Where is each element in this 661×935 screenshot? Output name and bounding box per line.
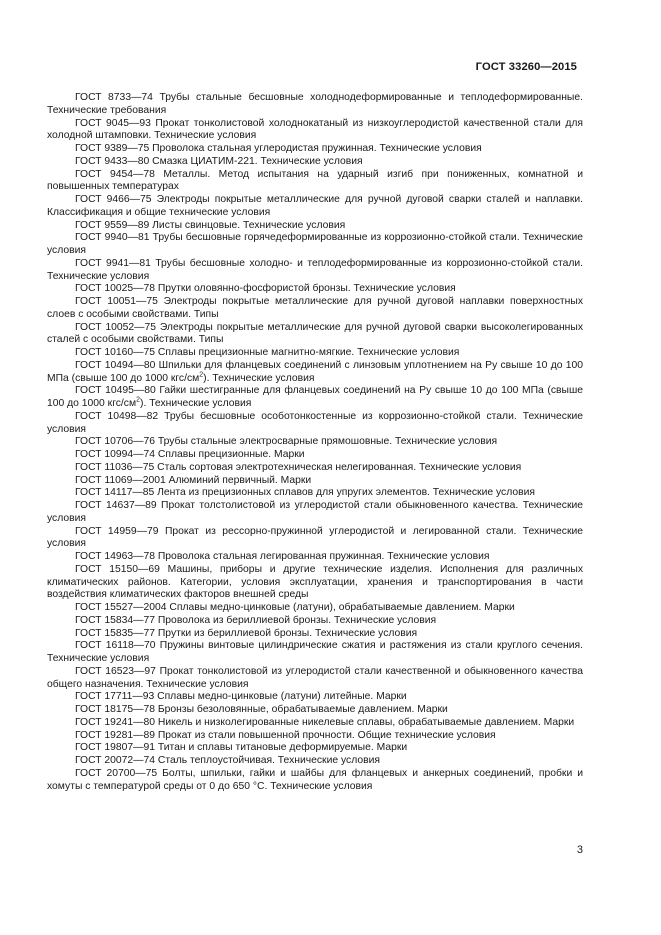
reference-entry [47, 194, 583, 220]
reference-entry [47, 768, 583, 794]
reference-code: ГОСТ 10495—80 [75, 385, 156, 397]
reference-entry [47, 92, 583, 118]
superscript: 2 [199, 371, 204, 379]
reference-code: ГОСТ 9433—80 [75, 155, 150, 167]
reference-entry [47, 143, 583, 156]
normative-references-list [47, 92, 583, 793]
reference-title: Алюминий первичный. Марки [168, 474, 312, 486]
reference-code: ГОСТ 8733—74 [75, 92, 153, 103]
reference-code: ГОСТ 15150—69 [75, 563, 160, 575]
reference-title: Трубы бесшовные горячедеформированные из коррозионно-стойкой стали. Технические условия [47, 232, 584, 256]
reference-title: Прокат тонколистовой холоднокатаный из низкоуглеродистой качественной стали для холодной штамповки. Технические условия [47, 117, 583, 142]
reference-entry [47, 755, 583, 768]
reference-code: ГОСТ 15835—77 [75, 627, 155, 639]
reference-title: Никель и низколегированные никелевые сплавы, обрабатываемые давлением. Марки [157, 716, 575, 728]
reference-title: Трубы стальные бесшовные холоднодеформированные и теплодеформированные. Технические требования [47, 92, 583, 116]
reference-entry [47, 730, 583, 743]
reference-entry [47, 118, 583, 144]
reference-title: Сплавы медно-цинковые (латуни), обрабатываемые давлением. Марки [169, 602, 515, 613]
reference-entry [47, 258, 583, 284]
reference-code: ГОСТ 9940—81 [75, 232, 150, 244]
reference-code: ГОСТ 19281—89 [75, 729, 155, 741]
reference-code: ГОСТ 10051—75 [75, 296, 158, 307]
reference-title-tail: ). Технические условия [140, 398, 252, 409]
reference-entry [47, 385, 583, 411]
reference-entry [47, 475, 583, 488]
reference-entry [47, 347, 583, 360]
reference-code: ГОСТ 16118—70 [75, 640, 156, 652]
reference-title: Шпильки для фланцевых соединений с линзовым уплотнением на Ру свыше 10 до 100 МПа (свыше 100 до 1000 кгс/см [47, 359, 583, 384]
reference-title: Сталь теплоустойчивая. Технические условия [157, 755, 380, 766]
superscript: 2 [136, 396, 140, 404]
reference-title: Проволока из бериллиевой бронзы. Технические условия [157, 614, 437, 626]
reference-entry [47, 500, 583, 526]
reference-code: ГОСТ 14637—89 [75, 500, 157, 511]
reference-title: Прокат из рессорно-пружинной углеродистой и легированной стали. Технические условия [47, 525, 584, 550]
reference-title: Прокат тонколистовой из углеродистой стали качественной и обыкновенного качества общего назначения. Технические условия [47, 665, 584, 690]
reference-entry [47, 564, 583, 602]
reference-code: ГОСТ 9941—81 [75, 257, 151, 269]
reference-code: ГОСТ 10052—75 [75, 321, 156, 333]
reference-code: ГОСТ 15834—77 [75, 614, 155, 626]
reference-entry [47, 436, 583, 449]
reference-title: Проволока стальная углеродистая пружинная. Технические условия [152, 143, 482, 154]
reference-title: Гайки шестигранные для фланцевых соединений на Ру свыше 10 до 100 МПа (свыше 100 до 1000 кгс/см [47, 385, 583, 409]
reference-title: Прутки оловянно-фосфористой бронзы. Технические условия [157, 283, 456, 295]
reference-code: ГОСТ 10498—82 [75, 410, 159, 422]
reference-code: ГОСТ 9466—75 [75, 194, 152, 205]
reference-entry [47, 232, 583, 258]
reference-code: ГОСТ 11069—2001 [75, 474, 166, 486]
reference-title: Сталь сортовая электротехническая нелегированная. Технические условия [157, 461, 522, 473]
reference-title: Бронзы безоловянные, обрабатываемые давлением. Марки [157, 704, 448, 715]
reference-code: ГОСТ 18175—78 [75, 704, 155, 715]
reference-title: Сплавы медно-цинковые (латуни) литейные. Марки [157, 691, 407, 703]
reference-entry [47, 602, 583, 615]
reference-entry [47, 628, 583, 641]
reference-title: Смазка ЦИАТИМ-221. Технические условия [152, 155, 363, 167]
reference-code: ГОСТ 14963—78 [75, 551, 155, 562]
page-number: 3 [576, 844, 583, 856]
reference-title: Проволока стальная легированная пружинная. Технические условия [157, 551, 490, 562]
reference-title: Листы свинцовые. Технические условия [152, 219, 346, 231]
reference-code: ГОСТ 16523—97 [75, 665, 156, 677]
reference-title: Электроды покрытые металлические для ручной дуговой наплавки поверхностных слоев с особыми свойствами. Типы [47, 296, 583, 320]
reference-code: ГОСТ 11036—75 [75, 461, 155, 473]
reference-code: ГОСТ 20072—74 [75, 755, 155, 766]
reference-title: Прокат из стали повышенной прочности. Общие технические условия [157, 729, 496, 741]
reference-code: ГОСТ 20700—75 [75, 767, 158, 779]
reference-entry [47, 462, 583, 475]
reference-entry [47, 296, 583, 322]
reference-title-tail: ). Технические условия [203, 372, 315, 384]
reference-code: ГОСТ 9045—93 [75, 117, 151, 129]
reference-title: Прокат толстолистовой из углеродистой стали обыкновенного качества. Технические условия [47, 500, 584, 524]
reference-entry [47, 487, 583, 500]
reference-code: ГОСТ 9559—89 [75, 219, 150, 231]
reference-entry [47, 283, 583, 296]
reference-code: ГОСТ 10025—78 [75, 283, 155, 295]
reference-code: ГОСТ 19241—80 [75, 716, 155, 728]
reference-entry [47, 322, 583, 348]
reference-title: Сплавы прецизионные магнитно-мягкие. Технические условия [157, 347, 460, 358]
reference-title: Болты, шпильки, гайки и шайбы для фланцевых и анкерных соединений, пробки и хомуты с температурой среды от 0 до 650 °С. Технические условия [47, 767, 584, 792]
reference-entry [47, 704, 583, 717]
reference-entry [47, 615, 583, 628]
reference-title: Прутки из бериллиевой бронзы. Технические условия [157, 627, 418, 639]
reference-code: ГОСТ 10706—76 [75, 436, 155, 448]
reference-title: Электроды покрытые металлические для ручной дуговой сварки высоколегированных сталей с особыми свойствами. Типы [47, 321, 583, 346]
reference-entry [47, 449, 583, 462]
reference-code: ГОСТ 14117—85 [75, 487, 155, 499]
reference-code: ГОСТ 17711—93 [75, 691, 155, 703]
reference-title: Трубы бесшовные особотонкостенные из коррозионно-стойкой стали. Технические условия [47, 410, 584, 435]
reference-entry [47, 169, 583, 195]
reference-entry [47, 717, 583, 730]
reference-title: Сплавы прецизионные. Марки [157, 449, 305, 460]
reference-entry [47, 691, 583, 704]
reference-title: Пружины винтовые цилиндрические сжатия и растяжения из стали круглого сечения. Технические условия [47, 640, 583, 664]
reference-code: ГОСТ 15527—2004 [75, 602, 167, 613]
reference-title: Трубы стальные электросварные прямошовные. Технические условия [157, 436, 498, 448]
reference-entry [47, 220, 583, 233]
reference-code: ГОСТ 19807—91 [75, 742, 155, 754]
reference-title: Металлы. Метод испытания на ударный изгиб при пониженных, комнатной и повышенных температурах [47, 168, 583, 193]
reference-code: ГОСТ 9454—78 [75, 168, 155, 180]
reference-code: ГОСТ 10994—74 [75, 449, 155, 460]
reference-entry [47, 360, 583, 386]
reference-code: ГОСТ 9389—75 [75, 143, 150, 154]
reference-title: Электроды покрытые металлические для ручной дуговой сварки сталей и наплавки. Классификация и общие технические условия [47, 194, 584, 218]
document-code-header: ГОСТ 33260—2015 [475, 61, 577, 73]
reference-title: Трубы бесшовные холодно- и теплодеформированные из коррозионно-стойкой стали. Технические условия [47, 257, 584, 282]
reference-entry [47, 156, 583, 169]
reference-title: Титан и сплавы титановые деформируемые. Марки [157, 742, 408, 754]
reference-title: Лента из прецизионных сплавов для упругих элементов. Технические условия [157, 487, 535, 499]
reference-code: ГОСТ 14959—79 [75, 525, 159, 537]
reference-code: ГОСТ 10160—75 [75, 347, 155, 358]
reference-title: Машины, приборы и другие технические изделия. Исполнения для различных климатических районов. Категории, условия эксплуатации, хранения и транспортирования в части воздействия климатических факторов внешней среды [47, 563, 584, 601]
reference-entry [47, 526, 583, 552]
reference-entry [47, 666, 583, 692]
reference-entry [47, 411, 583, 437]
reference-entry [47, 551, 583, 564]
reference-code: ГОСТ 10494—80 [75, 359, 156, 371]
reference-entry [47, 640, 583, 666]
reference-entry [47, 742, 583, 755]
